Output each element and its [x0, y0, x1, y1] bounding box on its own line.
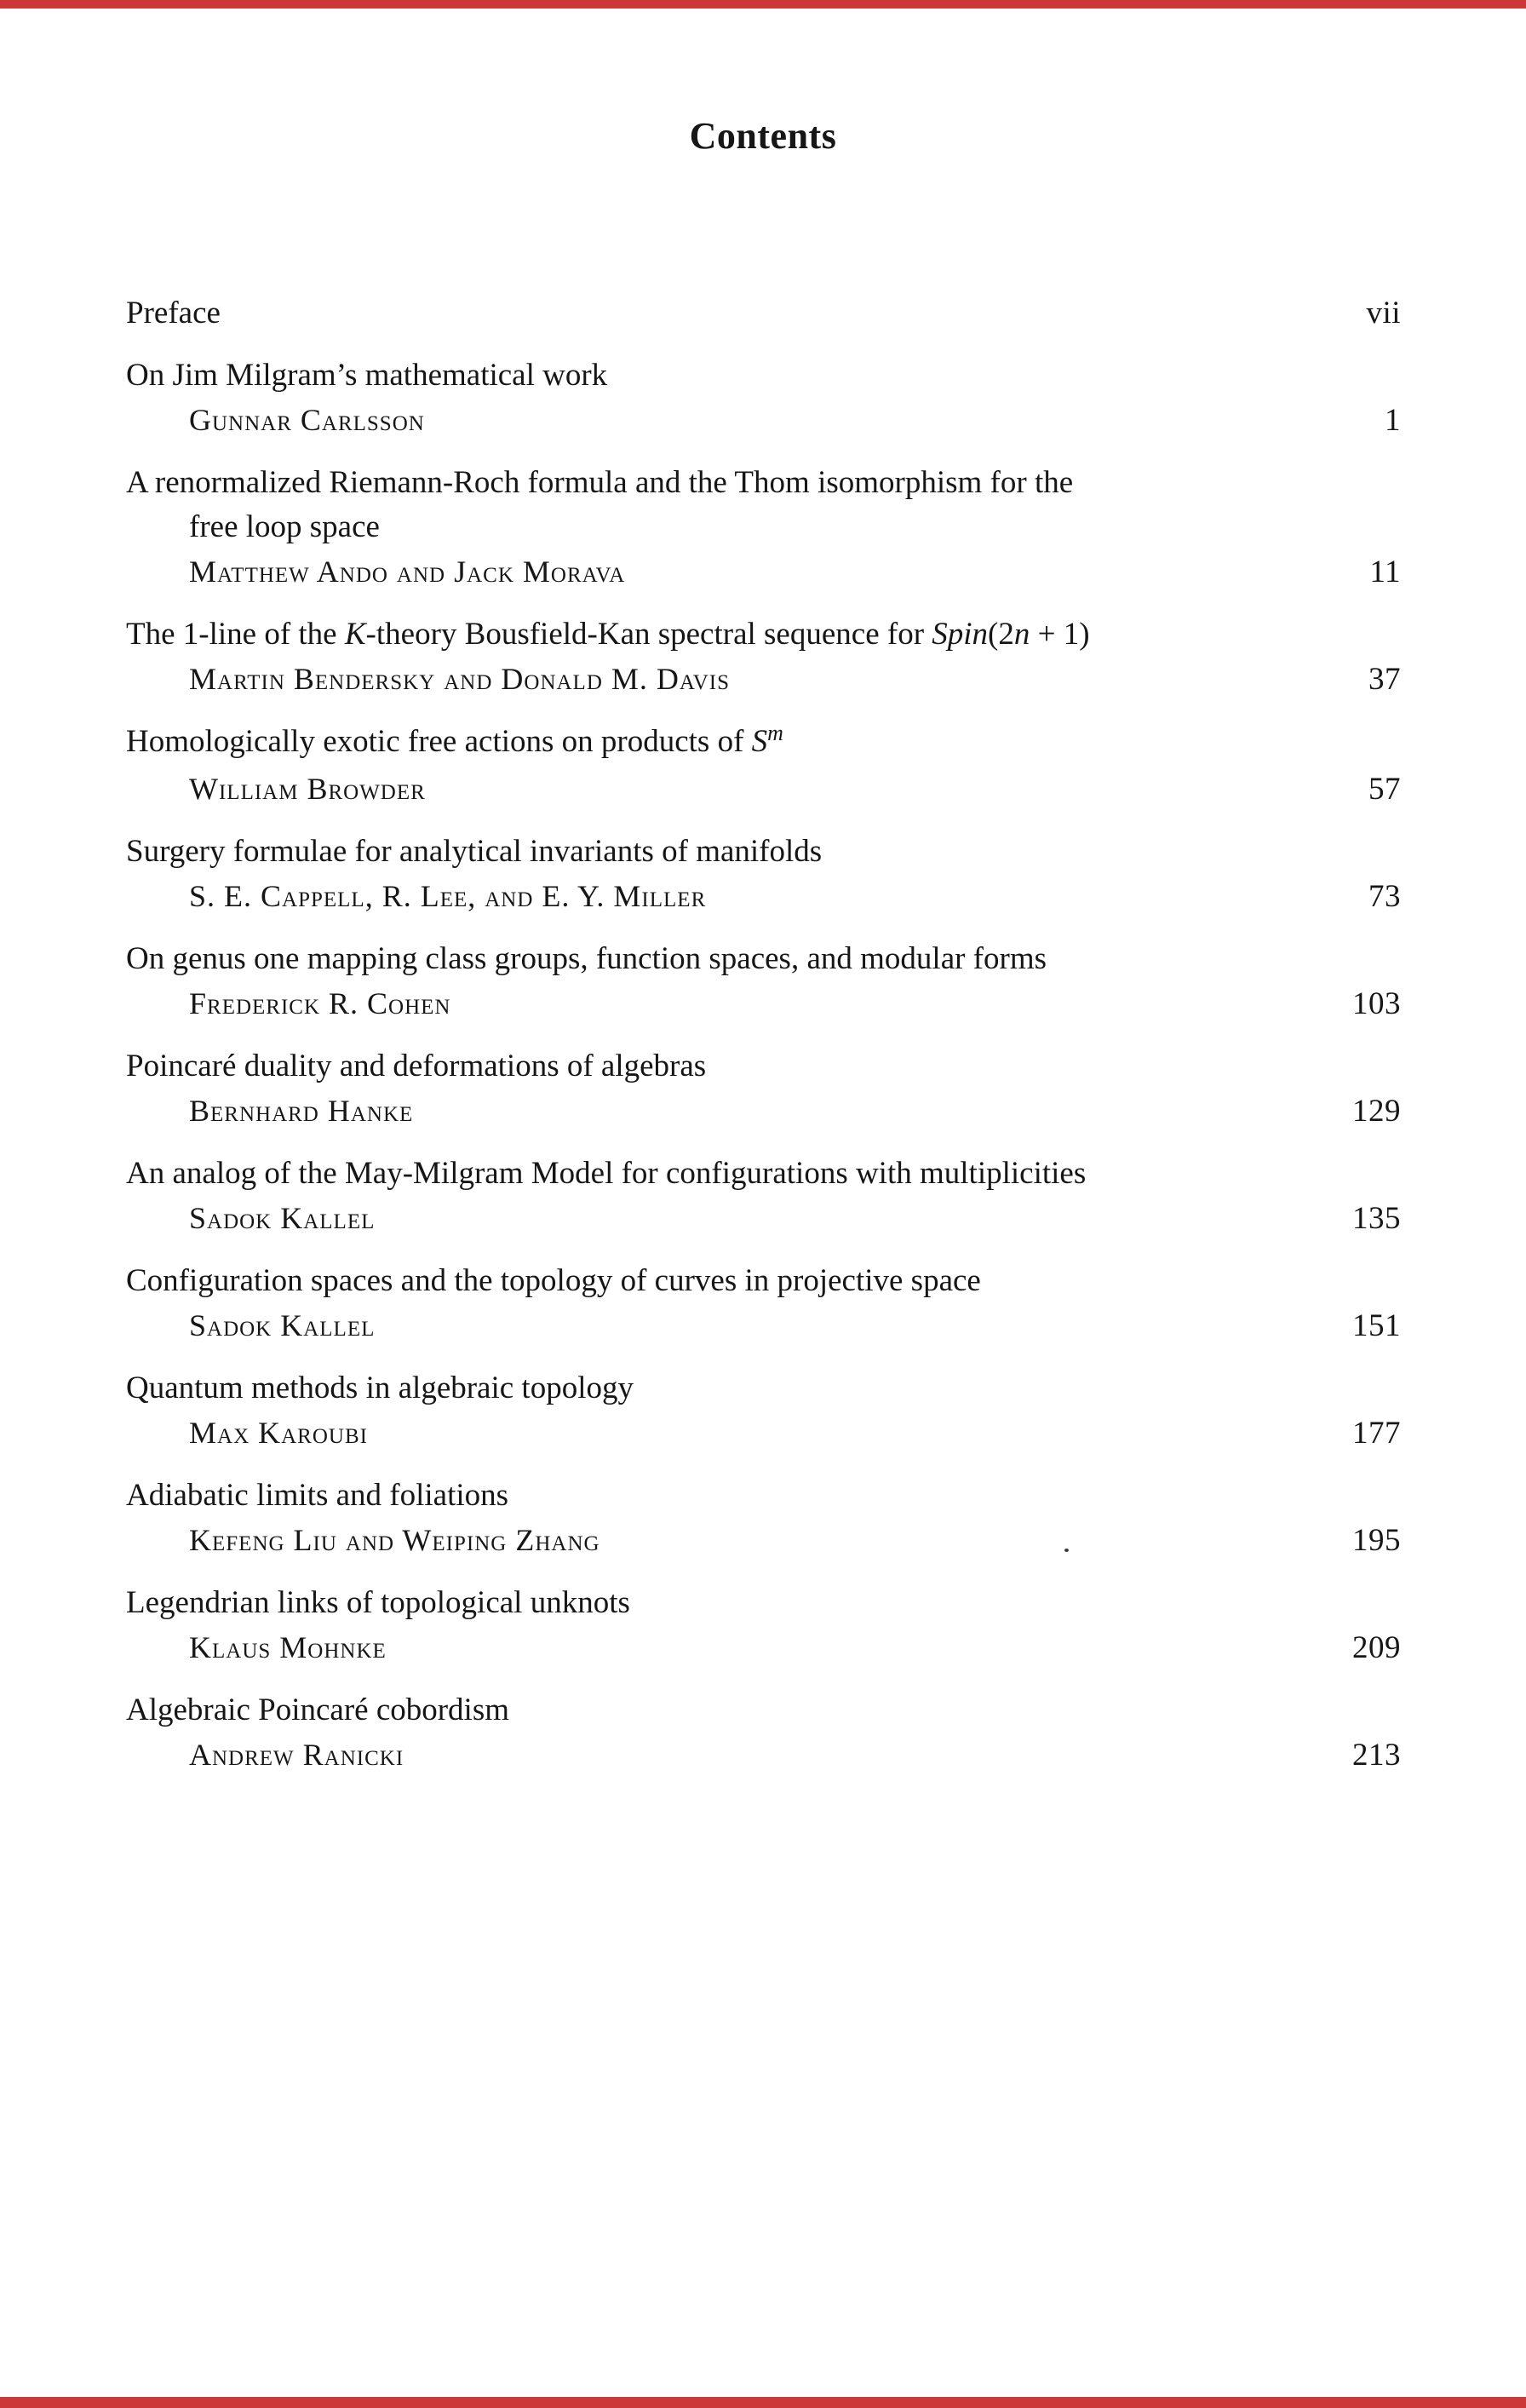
title-segment: Poincaré duality and deformations of algebras [126, 1049, 707, 1083]
entry-author-row [126, 398, 1401, 443]
toc-list [0, 291, 1526, 1778]
toc-entry [126, 1366, 1401, 1456]
entry-title-line [126, 830, 1401, 874]
title-segment: free loop space [189, 509, 380, 544]
title-segment: Quantum methods in algebraic topology [126, 1371, 634, 1405]
title-segment: A renormalized Riemann-Roch formula and the Thom isomorphism for the [126, 465, 1074, 500]
entry-title-line [126, 1152, 1401, 1196]
entry-title-line [126, 1259, 1401, 1303]
entry-title-line [126, 1581, 1401, 1625]
toc-entry [126, 1152, 1401, 1241]
toc-entry [126, 612, 1401, 702]
title-segment: n [1013, 617, 1030, 652]
title-segment: Configuration spaces and the topology of curves in projective space [126, 1263, 981, 1298]
title-segment: K [344, 617, 366, 652]
toc-entry [126, 1474, 1401, 1563]
entry-page-number: 177 [1352, 1416, 1401, 1451]
title-segment: Legendrian links of topological unknots [126, 1585, 630, 1620]
title-segment: m [767, 721, 783, 746]
title-segment: Adiabatic limits and foliations [126, 1478, 509, 1513]
entry-title-line [126, 353, 1401, 398]
entry-author-row [126, 767, 1401, 812]
page-title: Contents [689, 115, 837, 157]
toc-entry [126, 1259, 1401, 1348]
entry-title-line [126, 1688, 1401, 1733]
title-segment: The 1-line of the [126, 617, 345, 652]
entry-author-row [126, 1411, 1401, 1456]
entry-authors: Martin Bendersky and Donald M. Davis [189, 662, 731, 696]
preface-row [126, 291, 1401, 336]
toc-entry [126, 353, 1401, 443]
title-segment: -theory Bousfield-Kan spectral sequence for [365, 617, 932, 652]
entry-authors: Sadok Kallel [189, 1308, 376, 1342]
entry-page-number: 213 [1352, 1738, 1401, 1773]
toc-entry [126, 720, 1401, 812]
title-segment: Homologically exotic free actions on products of [126, 724, 752, 759]
entry-authors: Kefeng Liu and Weiping Zhang [189, 1523, 600, 1557]
preface-label: Preface [126, 296, 221, 330]
entry-title-continuation [126, 505, 1401, 549]
entry-title-line [126, 937, 1401, 981]
entry-author-row [126, 981, 1401, 1026]
title-segment: Spin [932, 617, 989, 652]
toc-entry [126, 1688, 1401, 1778]
toc-entry [126, 830, 1401, 919]
entries-container [126, 353, 1401, 1778]
entry-authors: William Browder [189, 772, 426, 806]
entry-authors: Max Karoubi [189, 1416, 368, 1450]
preface-page-number: vii [1366, 296, 1401, 330]
entry-author-row [126, 1733, 1401, 1778]
toc-entry [126, 1581, 1401, 1670]
entry-title-line [126, 1044, 1401, 1089]
entry-author-row [126, 1089, 1401, 1134]
entry-authors: Sadok Kallel [189, 1201, 376, 1235]
entry-page-number: 11 [1369, 555, 1401, 589]
bottom-scan-edge-bar [0, 2397, 1526, 2408]
entry-author-row [126, 1625, 1401, 1670]
entry-authors: Frederick R. Cohen [189, 986, 451, 1020]
top-scan-edge-bar [0, 0, 1526, 9]
title-segment: An analog of the May-Milgram Model for configurations with multiplicities [126, 1156, 1087, 1191]
entry-authors: Matthew Ando and Jack Morava [189, 555, 626, 589]
entry-author-row [126, 874, 1401, 919]
entry-page-number: 129 [1352, 1094, 1401, 1129]
entry-title-line [126, 612, 1401, 657]
entry-title-line [126, 461, 1401, 505]
entry-authors: Gunnar Carlsson [189, 403, 425, 437]
entry-authors: Andrew Ranicki [189, 1738, 404, 1772]
entry-page-number: 57 [1368, 772, 1401, 807]
entry-page-number: 37 [1368, 662, 1401, 697]
entry-page-number: 151 [1352, 1308, 1401, 1343]
entry-title-line [126, 720, 1401, 767]
entry-author-row [126, 549, 1401, 595]
entry-authors: S. E. Cappell, R. Lee, and E. Y. Miller [189, 879, 707, 913]
entry-title-line [126, 1474, 1401, 1518]
toc-entry [126, 461, 1401, 595]
entry-page-number: 209 [1352, 1630, 1401, 1665]
stray-ink-dot [1064, 1549, 1069, 1552]
title-segment: S [751, 724, 768, 759]
preface-entry [126, 291, 1401, 336]
entry-title-line [126, 1366, 1401, 1411]
entry-author-row [126, 657, 1401, 702]
title-segment: On genus one mapping class groups, function spaces, and modular forms [126, 941, 1047, 976]
entry-authors: Klaus Mohnke [189, 1630, 387, 1664]
title-segment: Algebraic Poincaré cobordism [126, 1692, 510, 1727]
entry-author-row [126, 1518, 1401, 1563]
title-segment: + 1) [1030, 617, 1090, 652]
entry-author-row [126, 1303, 1401, 1348]
entry-page-number: 195 [1352, 1523, 1401, 1558]
entry-page-number: 135 [1352, 1201, 1401, 1236]
toc-entry [126, 937, 1401, 1026]
entry-page-number: 1 [1385, 403, 1401, 438]
toc-entry [126, 1044, 1401, 1134]
title-segment: (2 [988, 617, 1014, 652]
entry-author-row [126, 1196, 1401, 1241]
title-segment: Surgery formulae for analytical invariants of manifolds [126, 834, 823, 869]
entry-page-number: 73 [1368, 879, 1401, 914]
entry-authors: Bernhard Hanke [189, 1094, 414, 1128]
entry-page-number: 103 [1352, 986, 1401, 1021]
title-segment: On Jim Milgram’s mathematical work [126, 358, 608, 393]
